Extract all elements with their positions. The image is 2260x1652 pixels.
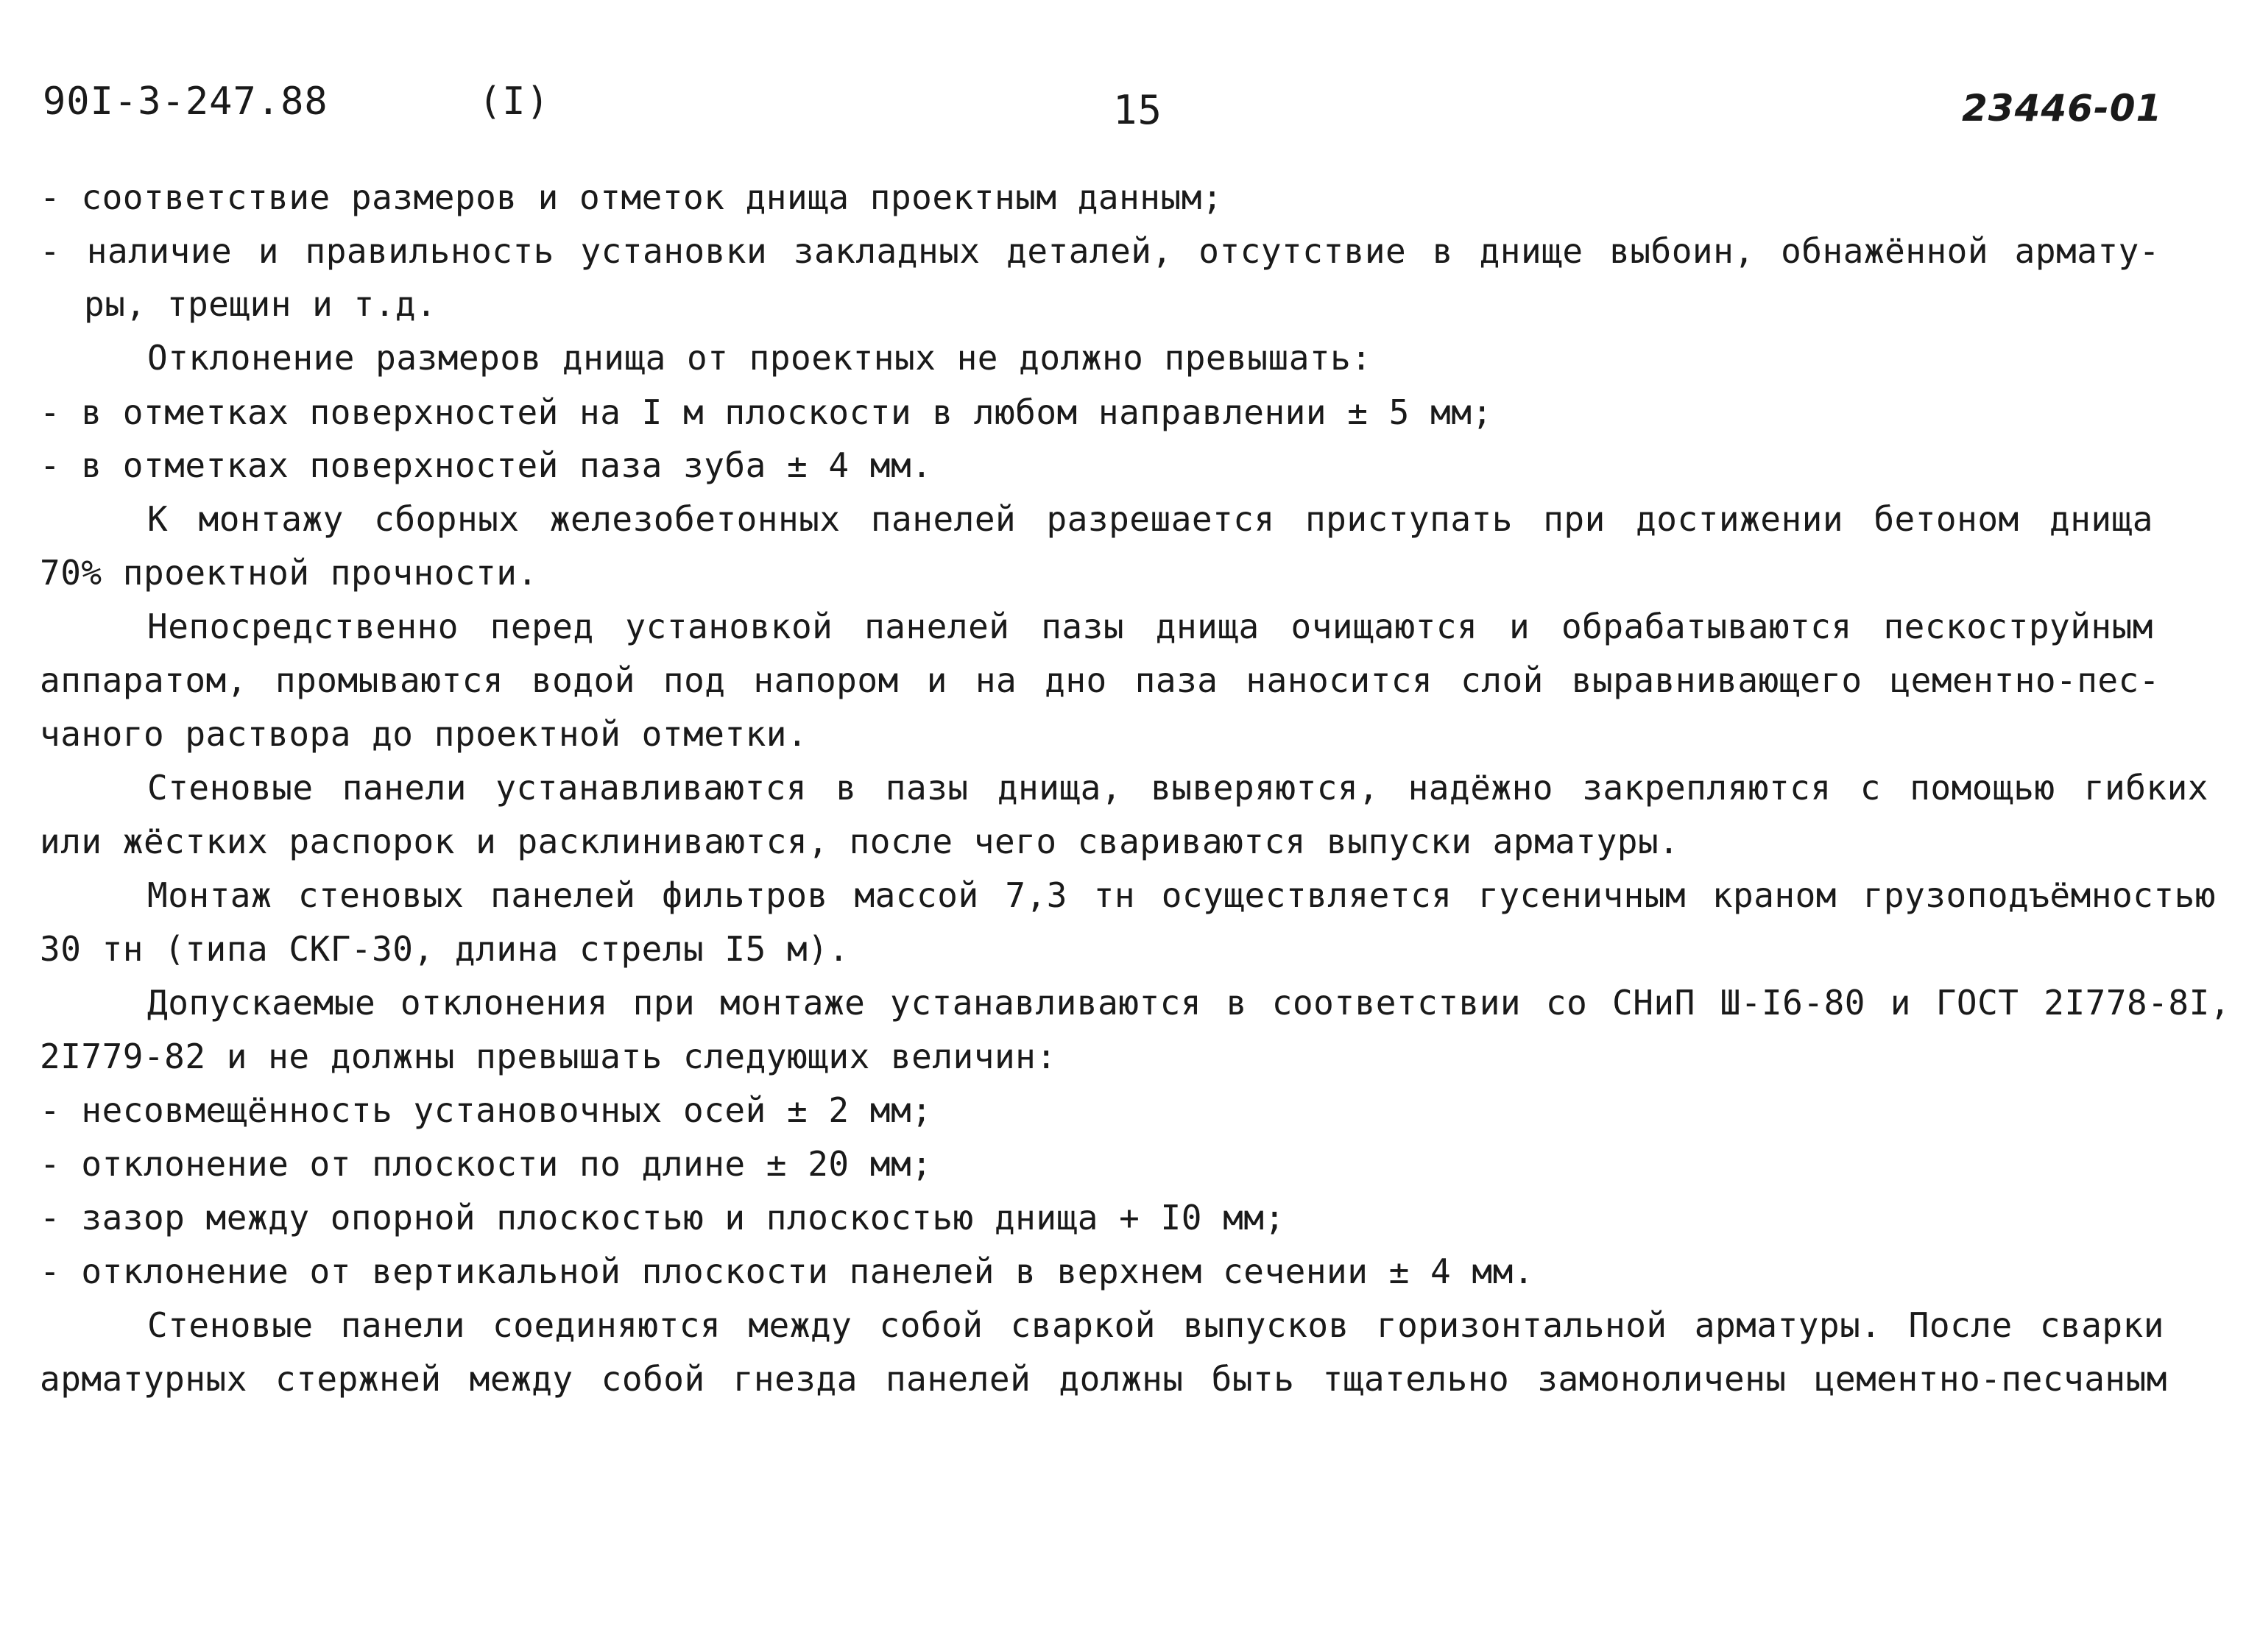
text-line: 30 тн (типа СКГ-30, длина стрелы I5 м).	[40, 929, 850, 969]
text-line: К монтажу сборных железобетонных панелей разрешается приступать при достижении бетоном днища	[147, 499, 2153, 539]
document-code: 90I-3-247.88	[43, 80, 328, 124]
text-line: - отклонение от плоскости по длине ± 20 мм;	[40, 1144, 933, 1184]
text-line: ры, трещин и т.д.	[84, 284, 437, 324]
text-line: Монтаж стеновых панелей фильтров массой 7,3 тн осуществляется гусеничным краном грузоподъёмностью	[147, 875, 2216, 915]
text-line: 2I779-82 и не должны превышать следующих величин:	[40, 1037, 1057, 1076]
page-number: 15	[1113, 87, 1163, 133]
text-line: - несовмещённость установочных осей ± 2 мм;	[40, 1090, 933, 1130]
text-line: Допускаемые отклонения при монтаже устанавливаются в соответствии со СНиП Ш-I6-80 и ГОСТ 2I778-8I,	[147, 983, 2231, 1023]
text-line: аппаратом, промываются водой под напором и на дно паза наносится слой выравнивающего цементно-пес-	[40, 660, 2160, 700]
text-line: 70% проектной прочности.	[40, 553, 538, 593]
text-line: - соответствие размеров и отметок днища проектным данным;	[40, 177, 1223, 217]
text-line: или жёстких распорок и расклиниваются, после чего свариваются выпуски арматуры.	[40, 822, 1680, 861]
text-line: - наличие и правильность установки закладных деталей, отсутствие в днище выбоин, обнажённой армату-	[40, 231, 2160, 271]
text-line: арматурных стержней между собой гнезда панелей должны быть тщательно замоноличены цементно-песчаным	[40, 1359, 2167, 1399]
text-line: Стеновые панели соединяются между собой сваркой выпусков горизонтальной арматуры. После сварки	[147, 1305, 2164, 1345]
text-line: Непосредственно перед установкой панелей пазы днища очищаются и обрабатываются пескоструйным	[147, 607, 2153, 646]
text-line: чаного раствора до проектной отметки.	[40, 714, 808, 754]
text-line: Стеновые панели устанавливаются в пазы днища, выверяются, надёжно закрепляются с помощью гибких	[147, 768, 2208, 808]
text-line: Отклонение размеров днища от проектных не должно превышать:	[147, 338, 1372, 378]
text-line: - отклонение от вертикальной плоскости панелей в верхнем сечении ± 4 мм.	[40, 1252, 1534, 1291]
text-line: - зазор между опорной плоскостью и плоскостью днища + I0 мм;	[40, 1198, 1285, 1238]
text-line: - в отметках поверхностей паза зуба ± 4 мм.	[40, 445, 933, 485]
sheet-mark: (I)	[479, 80, 550, 124]
text-line: - в отметках поверхностей на I м плоскости в любом направлении ± 5 мм;	[40, 392, 1493, 432]
inventory-number: 23446-01	[1962, 87, 2163, 130]
